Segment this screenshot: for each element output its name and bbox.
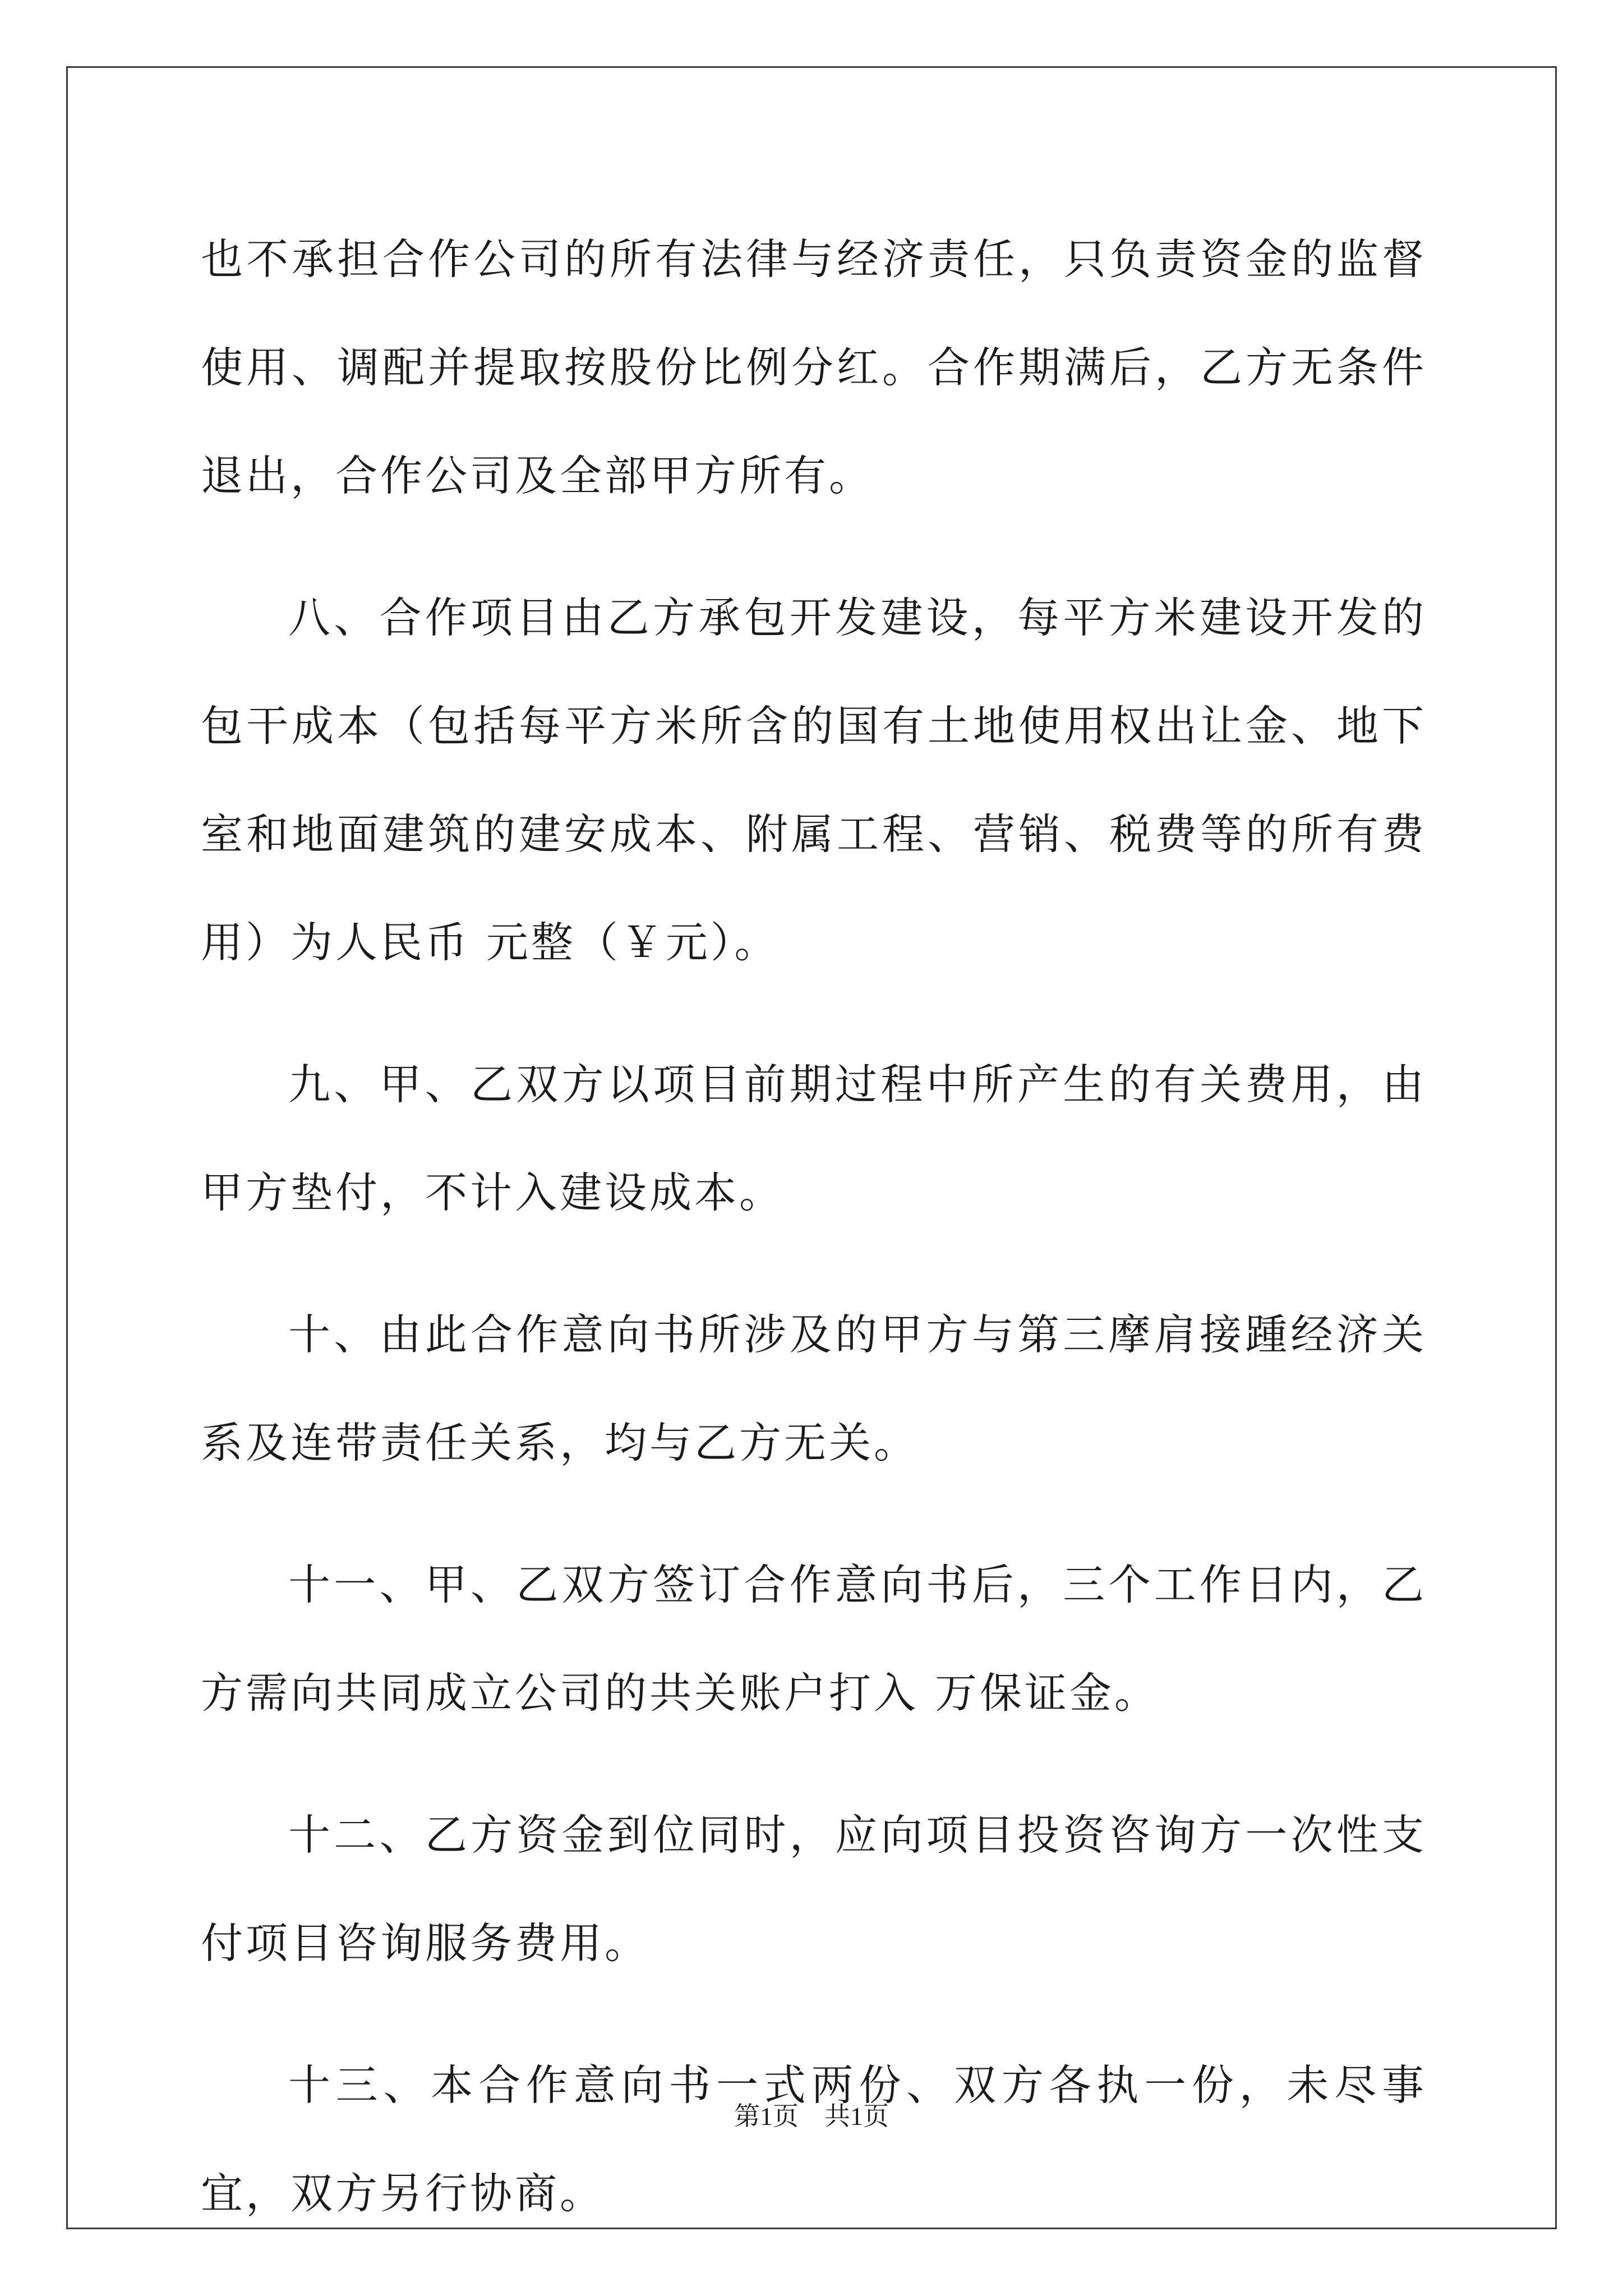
paragraph-clause-8: 八、合作项目由乙方承包开发建设，每平方米建设开发的包干成本（包括每平方米所含的国有土地使用权出让金、地下室和地面建筑的建安成本、附属工程、营销、税费等的所有费用）为人民币 元整（￥元）。 [201,593,1427,967]
paragraph-clause-10: 十、由此合作意向书所涉及的甲方与第三摩肩接踵经济关系及连带责任关系，均与乙方无关。 [201,1310,1427,1467]
page-number: 第1页 [734,2102,799,2131]
paragraph-continuation: 也不承担合作公司的所有法律与经济责任，只负责资金的监督使用、调配并提取按股份比例分红。合作期满后，乙方无条件退出，合作公司及全部甲方所有。 [201,234,1427,500]
paragraph-clause-11: 十一、甲、乙双方签订合作意向书后，三个工作日内，乙方需向共同成立公司的共关账户打入 万保证金。 [201,1560,1427,1718]
paragraph-clause-13: 十三、本合作意向书一式两份、双方各执一份，未尽事宜，双方另行协商。 [201,2060,1427,2218]
page-total: 共1页 [824,2102,889,2131]
page-footer [0,2100,1623,2133]
paragraph-clause-9: 九、甲、乙双方以项目前期过程中所产生的有关费用，由甲方垫付，不计入建设成本。 [201,1060,1427,1217]
paragraph-clause-12: 十二、乙方资金到位同时，应向项目投资咨询方一次性支付项目咨询服务费用。 [201,1810,1427,1968]
document-body [201,205,1427,2281]
